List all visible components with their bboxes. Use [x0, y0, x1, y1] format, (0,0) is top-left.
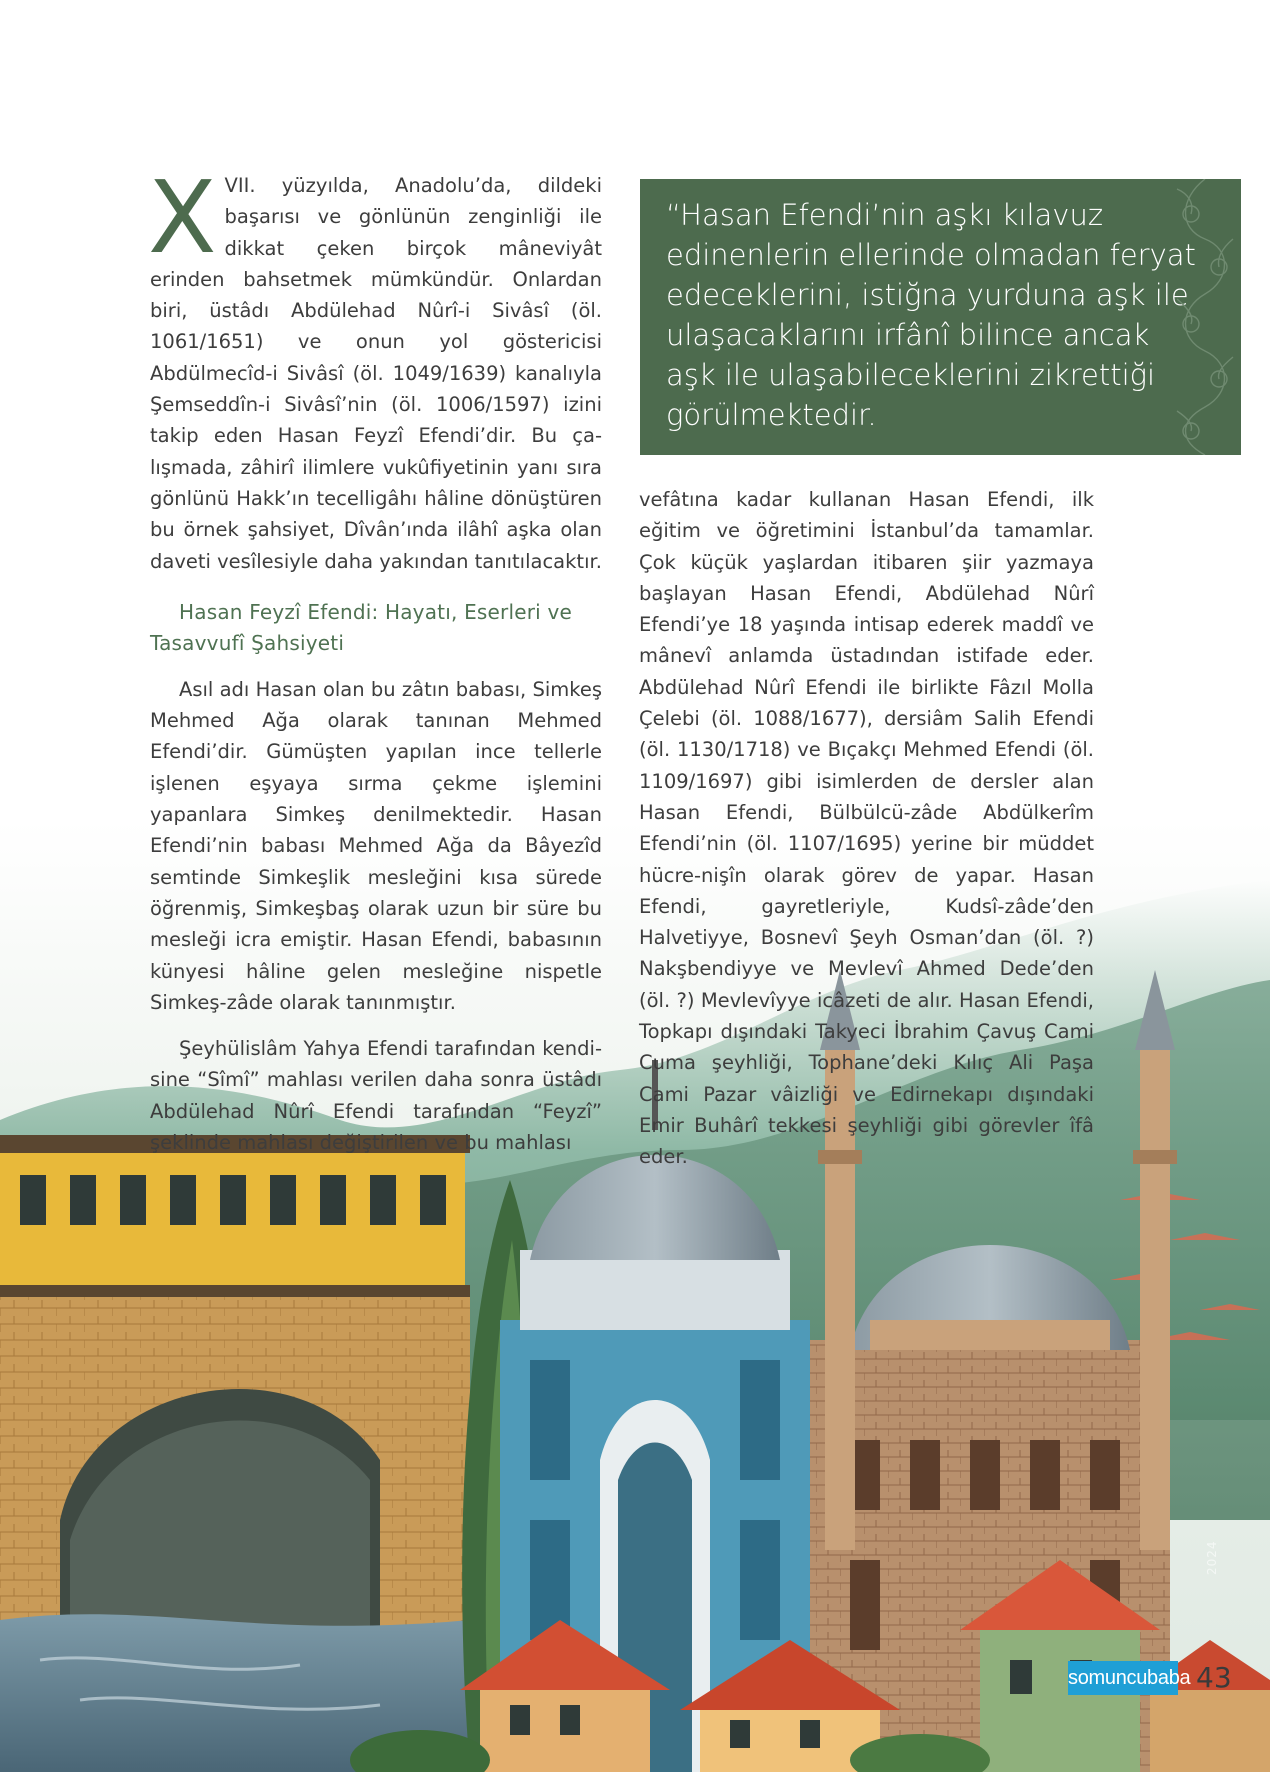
paragraph-1: Asıl adı Hasan olan bu zâtın babası, Simkeş Mehmed Ağa olarak tanınan Mehmed Efendi’dir. Gümüşten yapılan ince tellerle işlenen eşyaya sırma çekme işlemini yapanlara Simkeş denilmektedir. Hasan Efendi’nin babası Mehmed Ağa da Bâyezîd semtinde Simkeşlik mesleğini kısa sürede öğrenmiş, Simkeşbaş olarak uzun bir süre bu mesleği icra emiştir. Hasan Efendi, babasının künyesi hâline gelen mesleğine nispetle Simkeş-zâde olarak tanınmıştır.	[150, 677, 602, 1014]
left-text-column	[148, 159, 602, 1158]
paragraph-2: Şeyhülislâm Yahya Efendi tarafından kendisine “Sîmî” mahlası verilen daha sonra üstâdı Abdülehad Nûrî Efendi tarafından “Feyzî” şeklinde mahlası değiştirilen ve bu mahlası	[150, 1037, 602, 1155]
floral-ornament-icon	[1169, 179, 1241, 455]
right-text-column	[639, 484, 1094, 1173]
section-subheading: Hasan Feyzî Efendi: Hayatı, Eserleri ve Tasavvufî Şahsiyeti	[150, 599, 572, 655]
dropcap-letter: X	[148, 159, 217, 276]
pull-quote-box	[640, 179, 1241, 455]
page-number: 43	[1196, 1661, 1232, 1694]
intro-text: VII. yüzyılda, Anadolu’da, dildeki başarısı ve gönlünün zenginliği ile dikkat çeken birçok mâneviyât erinden bahsetmek mümkündür. Onlardan biri, üstâdı Abdülehad Nûrî-i Sivâsî (öl. 1061/1651) ve onun yol göstericisi Abdülmecîd-i Sivâsî (öl. 1049/1639) kanalıyla Şemseddîn-i Sivâsî’nin (öl. 1006/1597) izini takip eden Hasan Feyzî Efendi’dir. Bu çalışmada, zâhirî ilimlere vukûfiyetinin yanı sıra gönlünü Hakk’ın tecelligâhı hâline dönüştüren bu örnek şahsiyet, Dîvân’ında ilâhî aşka olan daveti vesîlesiyle daha yakından tanıtılacaktır.	[150, 174, 602, 573]
magazine-brand-badge: somuncubaba	[1068, 1661, 1178, 1695]
pull-quote-text: “Hasan Efendi’nin aşkı kılavuz edinenlerin ellerinde olmadan feryat edeceklerini, istiğna yurduna aşk ile ulaşacaklarını irfânî bilince ancak aşk ile ulaşabileceklerini zikrettiği görülmektedir.	[666, 198, 1196, 432]
intro-paragraph	[148, 159, 602, 577]
side-issue-text: 2024	[1205, 1540, 1219, 1575]
paragraph-3: vefâtına kadar kullanan Hasan Efendi, ilk eğitim ve öğretimini İstanbul’da tamamlar. Çok küçük yaşlardan itibaren şiir yazmaya başlayan Hasan Efendi, Abdülehad Nûrî Efendi’ye 18 yaşında intisap ederek maddî ve mânevî anlamda üstadından istifade eder. Abdülehad Nûrî Efendi ile birlikte Fâzıl Molla Çelebi (öl. 1088/1677), dersiâm Salih Efendi (öl. 1130/1718) ve Bıçakçı Mehmed Efendi (öl. 1109/1697) gibi isimlerden de dersler alan Hasan Efendi, Bülbülcü-zâde Abdülkerîm Efendi’nin (öl. 1107/1695) yerine bir müddet hücre-nişîn olarak görev de yapar. Hasan Efendi, gayretleriyle, Kudsî-zâde’den Halvetiyye, Bosnevî Şeyh Osman’dan (öl. ?) Nakşbendiyye ve Mevlevî Ahmed Dede’den (öl. ?) Mevlevîyye icâzeti de alır. Hasan Efendi, Topkapı dışındaki Takyeci İbrahim Çavuş Cami Cuma şeyhliği, Tophane’deki Kılıç Ali Paşa Cami Pazar vâizliği ve Edirnekapı dışındaki Emir Buhârî tekkesi şeyhliği gibi görevler îfâ eder.	[639, 488, 1094, 1169]
